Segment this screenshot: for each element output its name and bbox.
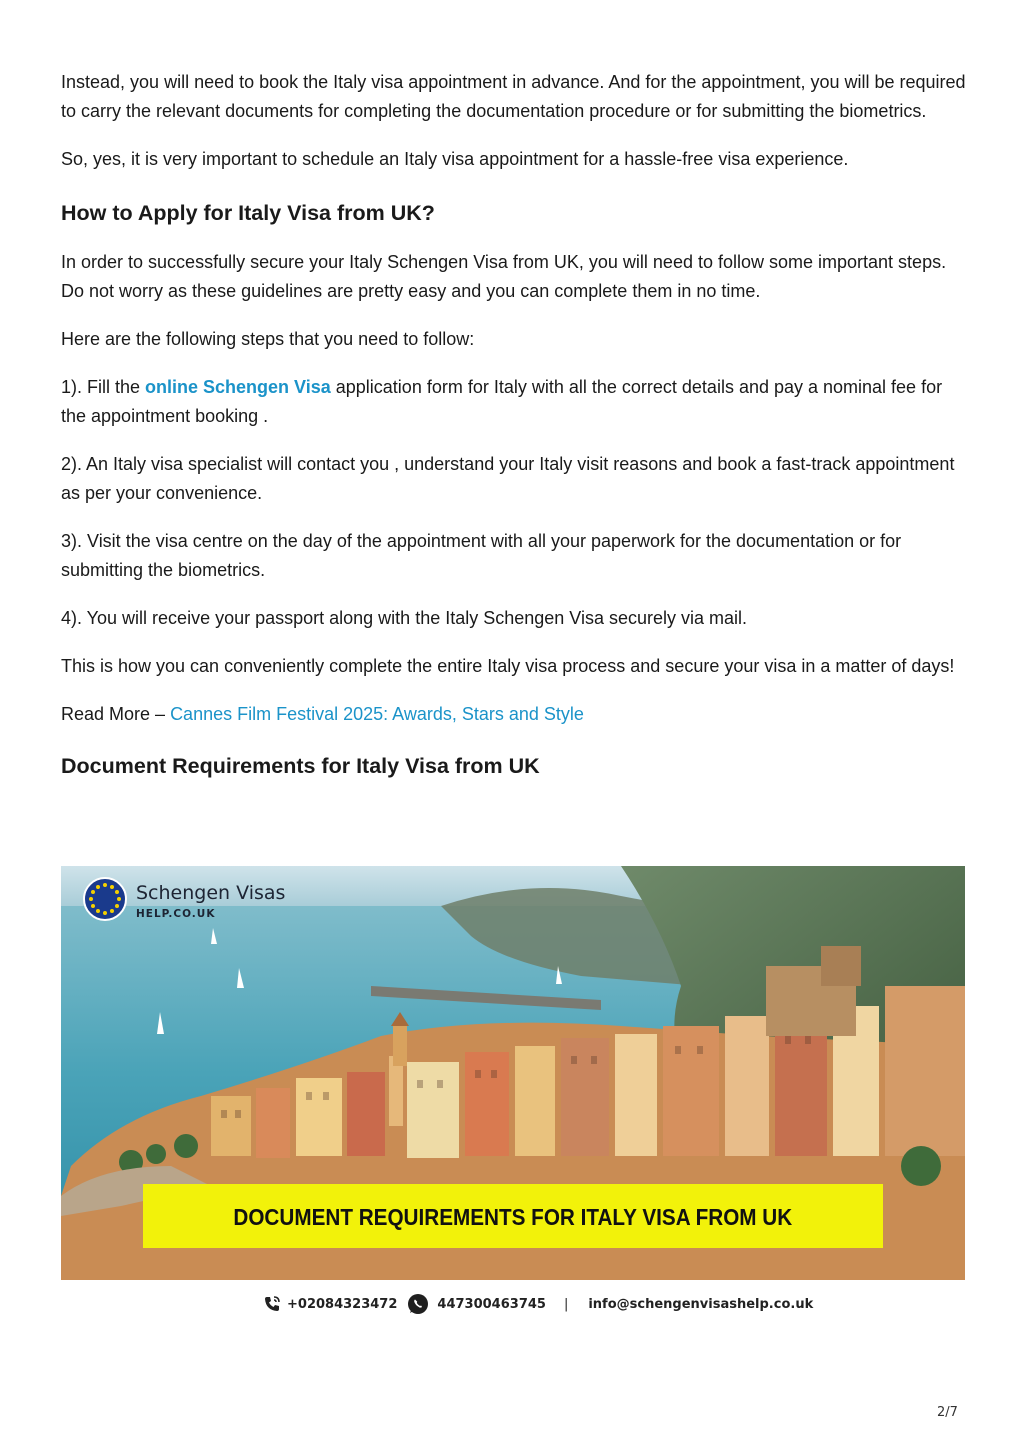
step-text: 1). Fill the [61,377,146,397]
page-number: 2/7 [937,1405,958,1420]
email-address[interactable]: info@schengenvisashelp.co.uk [588,1296,814,1312]
section-heading: Document Requirements for Italy Visa from UK [61,754,540,778]
section-heading: How to Apply for Italy Visa from UK? [61,201,435,225]
whatsapp-icon [407,1293,429,1315]
logo-subtitle: HELP.CO.UK [136,908,216,920]
phone-number[interactable]: +02084323472 [287,1296,398,1312]
step-3: 3). Visit the visa centre on the day of the appointment with all your paperwork for the documentation or for submitting the biometrics. [61,531,902,580]
step-1 [61,373,966,431]
whatsapp-number[interactable]: 447300463745 [437,1296,546,1312]
paragraph: Instead, you will need to book the Italy visa appointment in advance. And for the appointment, you will be required to carry the relevant documents for completing the documentation procedure or for submitting the biometrics. [61,72,966,121]
read-more-label: Read More – [61,704,171,724]
article-body [61,68,966,801]
contact-strip [263,1290,813,1318]
step-4: 4). You will receive your passport along with the Italy Schengen Visa securely via mail. [61,608,748,628]
logo-title: Schengen Visas [136,882,286,904]
paragraph: Here are the following steps that you need to follow: [61,329,475,349]
paragraph: So, yes, it is very important to schedule an Italy visa appointment for a hassle-free visa experience. [61,149,849,169]
phone-group [263,1295,397,1313]
separator: | [563,1296,569,1312]
phone-icon [263,1295,281,1313]
step-2: 2). An Italy visa specialist will contact you , understand your Italy visit reasons and book a fast-track appointment as per your convenience. [61,454,955,503]
paragraph: This is how you can conveniently complete the entire Italy visa process and secure your visa in a matter of days! [61,656,955,676]
banner-caption: DOCUMENT REQUIREMENTS FOR ITALY VISA FROM UK [233,1203,793,1231]
step-text: application form for Italy with all the correct details and pay a nominal fee for the appointment booking . [61,377,943,426]
read-more-link[interactable]: Cannes Film Festival 2025: Awards, Stars and Style [170,704,584,724]
whatsapp-group [407,1293,546,1315]
paragraph: In order to successfully secure your Italy Schengen Visa from UK, you will need to follow some important steps. Do not worry as these guidelines are pretty easy and you can complete them in no time. [61,252,947,301]
read-more [61,700,966,729]
italy-banner-image [61,866,965,1280]
online-schengen-visa-link[interactable]: online Schengen Visa [145,377,331,397]
